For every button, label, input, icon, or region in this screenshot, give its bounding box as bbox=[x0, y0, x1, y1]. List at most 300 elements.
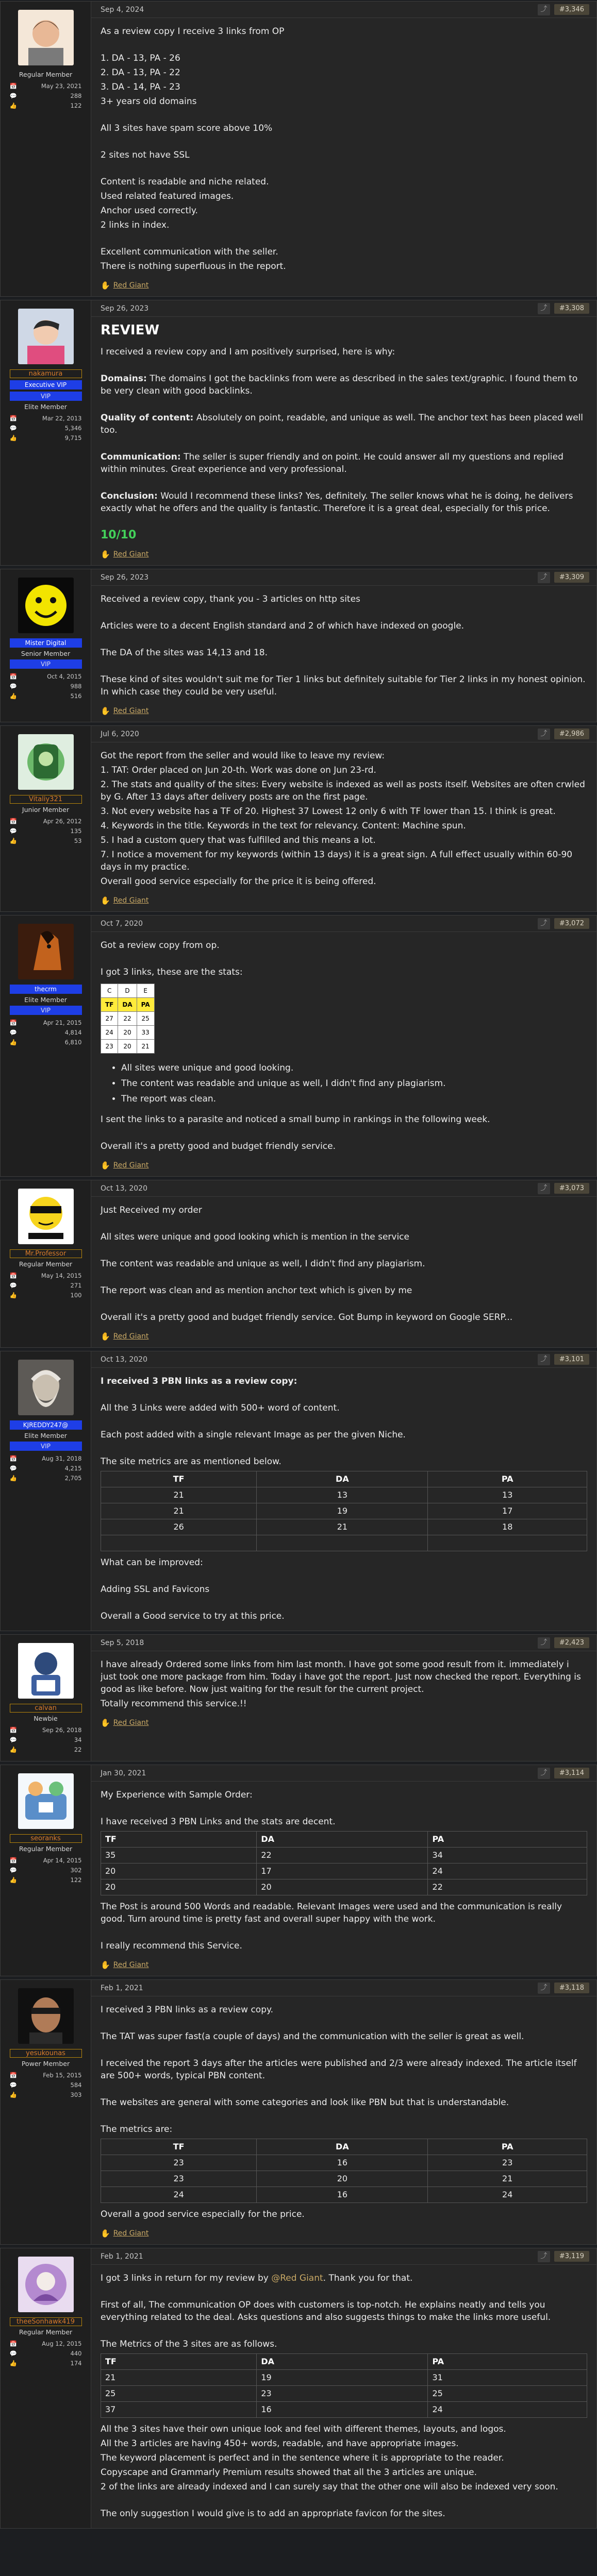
stat-value: 5,346 bbox=[64, 425, 82, 432]
paragraph: Got a review copy from op. bbox=[101, 940, 220, 951]
paragraph: I really recommend this Service. bbox=[101, 1941, 242, 1951]
reaction-user-link[interactable]: Red Giant bbox=[113, 1161, 149, 1170]
post-header bbox=[91, 1765, 596, 1782]
table-cell: 20 bbox=[101, 1879, 257, 1895]
user-banner: KJREDDY247@ bbox=[10, 1420, 82, 1430]
table-cell: 20 bbox=[118, 1040, 137, 1054]
user-title: Regular Member bbox=[19, 1845, 73, 1853]
paragraph bbox=[101, 490, 587, 515]
post-body bbox=[91, 726, 596, 911]
paragraph: I got 3 links, these are the stats: bbox=[101, 967, 243, 977]
stat-row bbox=[10, 1038, 82, 1047]
paragraph bbox=[101, 372, 587, 397]
paragraph: Overall it's a pretty good and budget friendly service. Got Bump in keyword on Google SERP... bbox=[101, 1312, 513, 1323]
stat-row bbox=[10, 1473, 82, 1483]
post-content bbox=[101, 25, 587, 273]
table-cell: 33 bbox=[137, 1026, 154, 1040]
paragraph: I received 3 PBN links as a review copy. bbox=[101, 2005, 274, 2015]
table-header-row bbox=[101, 1471, 587, 1487]
table-row bbox=[101, 1012, 155, 1026]
username[interactable]: seoranks bbox=[10, 1834, 82, 1843]
table-header: C bbox=[101, 984, 118, 998]
paragraph: Copyscape and Grammarly Premium results showed that all the 3 articles are unique. bbox=[101, 2467, 477, 2478]
post bbox=[0, 1634, 597, 1761]
post-number[interactable]: #3,119 bbox=[554, 2251, 589, 2262]
post-date[interactable]: Oct 7, 2020 bbox=[101, 919, 143, 928]
post-number[interactable]: #2,423 bbox=[554, 1637, 589, 1648]
post-header-actions bbox=[538, 303, 589, 314]
spacer bbox=[101, 2045, 587, 2057]
reaction-bar bbox=[101, 706, 587, 716]
user-title: Elite Member bbox=[24, 1432, 67, 1439]
vip-banner: VIP bbox=[10, 1006, 82, 1015]
spacer bbox=[101, 634, 587, 647]
stat-value: Apr 21, 2015 bbox=[43, 1019, 82, 1026]
stat-value: 53 bbox=[74, 837, 82, 844]
table-cell: 24 bbox=[101, 1026, 118, 1040]
stat-row bbox=[10, 414, 82, 423]
table-cell: 20 bbox=[101, 1863, 257, 1879]
post-number[interactable]: #3,308 bbox=[554, 303, 589, 314]
post-content bbox=[101, 2004, 587, 2221]
share-icon[interactable]: ⤴ bbox=[538, 2251, 550, 2262]
paragraph: 5. I had a custom query that was fulfilled and this means a lot. bbox=[101, 835, 376, 845]
table-cell bbox=[428, 1535, 587, 1551]
calendar-icon: 📅 bbox=[9, 2340, 17, 2347]
post-number[interactable]: #3,114 bbox=[554, 1768, 589, 1778]
stat-row bbox=[10, 836, 82, 846]
post-header bbox=[91, 300, 596, 317]
avatar-image bbox=[18, 1773, 74, 1829]
post-number[interactable]: #3,309 bbox=[554, 572, 589, 583]
stat-row bbox=[10, 101, 82, 111]
post bbox=[0, 1351, 597, 1631]
post-content bbox=[101, 1375, 587, 1622]
post-content bbox=[101, 750, 587, 888]
avatar[interactable] bbox=[18, 1643, 74, 1703]
avatar[interactable] bbox=[18, 10, 74, 70]
paragraph-text: . Thank you for that. bbox=[323, 2273, 413, 2283]
avatar-image bbox=[18, 2257, 74, 2312]
stat-row bbox=[10, 1856, 82, 1866]
table-header-row bbox=[101, 1832, 587, 1848]
user-title: Junior Member bbox=[22, 806, 70, 814]
table-cell bbox=[257, 1535, 428, 1551]
paragraph: Anchor used correctly. bbox=[101, 206, 198, 216]
spacer bbox=[101, 954, 587, 966]
stat-value: 9,715 bbox=[64, 434, 82, 442]
stat-value: 271 bbox=[70, 1282, 82, 1289]
share-icon[interactable]: ⤴ bbox=[538, 303, 550, 314]
user-stats bbox=[10, 1856, 82, 1885]
paragraph: All the 3 articles are having 450+ words, readable, and have appropriate images. bbox=[101, 2438, 459, 2449]
table-row bbox=[101, 2155, 587, 2171]
paragraph: 2 links in index. bbox=[101, 220, 170, 230]
user-stats bbox=[10, 1454, 82, 1483]
reaction-user-link[interactable]: Red Giant bbox=[113, 1961, 149, 1969]
username[interactable]: Vitaliy321 bbox=[10, 795, 82, 804]
raised-hand-icon: ✋ bbox=[101, 1332, 110, 1341]
user-title: Newbie bbox=[34, 1715, 58, 1722]
raised-hand-icon: ✋ bbox=[101, 281, 110, 290]
spacer bbox=[101, 517, 587, 529]
calendar-icon: 📅 bbox=[9, 415, 17, 422]
post-body bbox=[91, 569, 596, 722]
stat-value: 22 bbox=[74, 1746, 82, 1753]
post-header bbox=[91, 916, 596, 932]
paragraph-text: I got 3 links in return for my review by bbox=[101, 2273, 272, 2283]
table-cell: 22 bbox=[257, 1848, 428, 1863]
paragraph: Received a review copy, thank you - 3 articles on http sites bbox=[101, 594, 360, 604]
avatar-image bbox=[18, 924, 74, 979]
table-row bbox=[101, 2171, 587, 2187]
table-header: PA bbox=[428, 1471, 587, 1487]
stat-value: 303 bbox=[70, 2091, 82, 2098]
table-cell: 26 bbox=[101, 1519, 257, 1535]
user-stats bbox=[10, 1271, 82, 1300]
calendar-icon: 📅 bbox=[9, 82, 17, 90]
paragraph: 3. DA - 14, PA - 23 bbox=[101, 82, 180, 92]
user-info bbox=[1, 300, 91, 565]
share-icon[interactable]: ⤴ bbox=[538, 1768, 550, 1779]
share-icon[interactable]: ⤴ bbox=[538, 728, 550, 740]
post-date[interactable]: Oct 13, 2020 bbox=[101, 1355, 147, 1364]
table-row bbox=[101, 1040, 155, 1054]
calendar-icon: 📅 bbox=[9, 1019, 17, 1026]
paragraph: 3+ years old domains bbox=[101, 96, 197, 107]
avatar-image bbox=[18, 10, 74, 65]
table-header: D bbox=[118, 984, 137, 998]
post-body bbox=[91, 2248, 596, 2528]
post-header-actions bbox=[538, 4, 589, 15]
username[interactable]: yesukounas bbox=[10, 2049, 82, 2058]
table-cell: 25 bbox=[428, 2386, 587, 2402]
share-icon[interactable]: ⤴ bbox=[538, 1982, 550, 1994]
user-stats bbox=[10, 2071, 82, 2100]
spacer bbox=[101, 1299, 587, 1311]
review-heading: REVIEW bbox=[101, 323, 160, 338]
post bbox=[0, 569, 597, 722]
user-title: Regular Member bbox=[19, 1260, 73, 1268]
paragraph: Got the report from the seller and would like to leave my review: bbox=[101, 751, 385, 761]
table-cell: 24 bbox=[101, 2187, 257, 2203]
paragraph: 2 of the links are already indexed and I can surely say that the other one will also be indexed very soon. bbox=[101, 2482, 558, 2492]
paragraph: Overall a Good service to try at this price. bbox=[101, 1611, 285, 1621]
paragraph: The only suggestion I would give is to add an appropriate favicon for the sites. bbox=[101, 2509, 445, 2519]
reaction-user-link[interactable]: Red Giant bbox=[113, 707, 149, 715]
user-info bbox=[1, 2248, 91, 2528]
spacer bbox=[101, 607, 587, 620]
spacer bbox=[101, 1272, 587, 1284]
stat-value: 584 bbox=[70, 2081, 82, 2089]
spacer bbox=[101, 233, 587, 246]
reaction-bar bbox=[101, 2229, 587, 2238]
stat-value: Aug 12, 2015 bbox=[42, 2340, 82, 2347]
spacer bbox=[101, 40, 587, 52]
user-mention[interactable]: @Red Giant bbox=[271, 2273, 323, 2283]
post-date[interactable]: Feb 1, 2021 bbox=[101, 1984, 143, 1992]
table-cell: 23 bbox=[101, 2171, 257, 2187]
avatar[interactable] bbox=[18, 578, 74, 637]
post-content bbox=[101, 2272, 587, 2520]
post-body bbox=[91, 1351, 596, 1631]
share-icon[interactable]: ⤴ bbox=[538, 918, 550, 929]
paragraph: I have already Ordered some links from him last month. I have got some good result from it. immediately i just took one more package from him. Today i have got the report. Just now checked the report. Everything is good as like before. Now just waiting for the result for the current project. bbox=[101, 1659, 581, 1694]
user-stats bbox=[10, 817, 82, 846]
stat-value: Apr 26, 2012 bbox=[43, 818, 82, 825]
stat-row bbox=[10, 2071, 82, 2080]
avatar[interactable] bbox=[18, 2257, 74, 2316]
spacer bbox=[101, 163, 587, 176]
post-header bbox=[91, 1980, 596, 1996]
username[interactable]: theeSonhawk419 bbox=[10, 2317, 82, 2326]
post bbox=[0, 1979, 597, 2245]
thumbs-up-icon: 👍 bbox=[9, 1292, 17, 1299]
post-header-actions bbox=[538, 2251, 589, 2262]
table-row bbox=[101, 1519, 587, 1535]
avatar[interactable] bbox=[18, 1773, 74, 1833]
list-item: • The content was readable and unique as well, I didn't find any plagiarism. bbox=[121, 1077, 587, 1090]
paragraph-label: Communication: bbox=[101, 452, 181, 462]
post-number[interactable]: #3,118 bbox=[554, 1982, 589, 1993]
reaction-user-link[interactable]: Red Giant bbox=[113, 1332, 149, 1341]
speech-bubble-icon: 💬 bbox=[9, 92, 17, 99]
stat-value: 34 bbox=[74, 1736, 82, 1743]
table-cell: 23 bbox=[428, 2155, 587, 2171]
paragraph bbox=[101, 451, 587, 476]
paragraph: 2 sites not have SSL bbox=[101, 150, 190, 160]
stat-row bbox=[10, 817, 82, 826]
thumbs-up-icon: 👍 bbox=[9, 2360, 17, 2367]
speech-bubble-icon: 💬 bbox=[9, 2350, 17, 2357]
post-header-actions bbox=[538, 918, 589, 929]
paragraph bbox=[101, 2272, 587, 2284]
table-cell: 20 bbox=[257, 1879, 428, 1895]
rating-score: 10/10 bbox=[101, 529, 137, 541]
post-date[interactable]: Sep 5, 2018 bbox=[101, 1638, 144, 1647]
post-header-actions bbox=[538, 1637, 589, 1649]
post-body bbox=[91, 1635, 596, 1761]
share-icon[interactable]: ⤴ bbox=[538, 1183, 550, 1194]
table-cell: 31 bbox=[428, 2370, 587, 2386]
paragraph: These kind of sites wouldn't suit me for Tier 1 links but definitely suitable for Tier 2 links in my honest opinion. In which case they could be very useful. bbox=[101, 674, 586, 697]
paragraph: 1. DA - 13, PA - 26 bbox=[101, 53, 180, 63]
table-cell: 37 bbox=[101, 2402, 257, 2418]
post-body bbox=[91, 1765, 596, 1976]
post-content bbox=[101, 939, 587, 1153]
post-number[interactable]: #2,986 bbox=[554, 728, 589, 739]
table-cell: 21 bbox=[137, 1040, 154, 1054]
post bbox=[0, 725, 597, 912]
post-date[interactable]: Sep 26, 2023 bbox=[101, 304, 149, 313]
speech-bubble-icon: 💬 bbox=[9, 1029, 17, 1036]
post-date[interactable]: Jan 30, 2021 bbox=[101, 1769, 146, 1777]
share-icon[interactable]: ⤴ bbox=[538, 572, 550, 583]
avatar[interactable] bbox=[18, 924, 74, 984]
post-header bbox=[91, 1180, 596, 1197]
paragraph: Content is readable and niche related. bbox=[101, 177, 269, 187]
paragraph: 2. DA - 13, PA - 22 bbox=[101, 67, 180, 78]
avatar[interactable] bbox=[18, 734, 74, 794]
user-stats bbox=[10, 414, 82, 443]
stat-value: Mar 22, 2013 bbox=[42, 415, 82, 422]
post-date[interactable]: Sep 4, 2024 bbox=[101, 5, 144, 14]
post-date[interactable]: Feb 1, 2021 bbox=[101, 2252, 143, 2261]
user-title: Regular Member bbox=[19, 71, 73, 78]
paragraph: 1. TAT: Order placed on Jun 20-th. Work was done on Jun 23-rd. bbox=[101, 765, 376, 775]
post-date[interactable]: Oct 13, 2020 bbox=[101, 1184, 147, 1193]
user-info bbox=[1, 1980, 91, 2244]
post-body bbox=[91, 300, 596, 565]
stat-row bbox=[10, 826, 82, 836]
thumbs-up-icon: 👍 bbox=[9, 1746, 17, 1753]
reaction-user-link[interactable]: Red Giant bbox=[113, 550, 149, 558]
table-cell: 21 bbox=[101, 1487, 257, 1503]
stat-row bbox=[10, 682, 82, 691]
avatar-image bbox=[18, 309, 74, 364]
post-header bbox=[91, 2248, 596, 2265]
stat-row bbox=[10, 1271, 82, 1281]
spacer bbox=[101, 478, 587, 490]
user-info bbox=[1, 1351, 91, 1631]
calendar-icon: 📅 bbox=[9, 1857, 17, 1864]
table-header: PA bbox=[428, 2354, 587, 2370]
spacer bbox=[101, 2326, 587, 2338]
calendar-icon: 📅 bbox=[9, 1272, 17, 1279]
stat-row bbox=[10, 2349, 82, 2359]
reaction-user-link[interactable]: Red Giant bbox=[113, 281, 149, 290]
user-title: Elite Member bbox=[24, 996, 67, 1004]
avatar[interactable] bbox=[18, 1360, 74, 1419]
paragraph: I received the report 3 days after the articles were published and 2/3 were already indexed. The article itself are 500+ words, typical PBN content. bbox=[101, 2058, 577, 2081]
stat-row bbox=[10, 91, 82, 101]
reaction-user-link[interactable]: Red Giant bbox=[113, 896, 149, 905]
post-header bbox=[91, 1635, 596, 1651]
user-info bbox=[1, 1765, 91, 1976]
table-row bbox=[101, 1535, 587, 1551]
stat-row bbox=[10, 2090, 82, 2100]
post-number[interactable]: #3,073 bbox=[554, 1183, 589, 1194]
user-title: Senior Member bbox=[21, 650, 71, 657]
stat-row bbox=[10, 1291, 82, 1300]
username[interactable]: nakamura bbox=[10, 369, 82, 378]
table-cell: 24 bbox=[428, 2187, 587, 2203]
stat-row bbox=[10, 1454, 82, 1464]
stat-row bbox=[10, 1028, 82, 1038]
thumbs-up-icon: 👍 bbox=[9, 1039, 17, 1046]
thumbs-up-icon: 👍 bbox=[9, 837, 17, 844]
post bbox=[0, 1, 597, 297]
spacer bbox=[101, 1598, 587, 1610]
stat-row bbox=[10, 1735, 82, 1745]
paragraph-text: Would I recommend these links? Yes, definitely. The seller knows what he is doing, he delivers exactly what he offers and the quality is fantastic. Therefore it is a great deal, especially for this price. bbox=[101, 491, 573, 514]
paragraph: Overall good service especially for the price it is being offered. bbox=[101, 876, 376, 887]
user-info bbox=[1, 1180, 91, 1347]
stat-value: Aug 31, 2018 bbox=[42, 1455, 82, 1462]
share-icon[interactable]: ⤴ bbox=[538, 4, 550, 15]
table-cell: 19 bbox=[257, 1503, 428, 1519]
paragraph-text: The seller is super friendly and on point. He could answer all my questions and replied within minutes. Great experience and very professional. bbox=[101, 452, 563, 474]
table-cell: 16 bbox=[257, 2402, 428, 2418]
raised-hand-icon: ✋ bbox=[101, 550, 110, 559]
table-cell: 13 bbox=[257, 1487, 428, 1503]
avatar-image bbox=[18, 1643, 74, 1699]
reaction-bar bbox=[101, 281, 587, 290]
spacer bbox=[101, 2111, 587, 2123]
stat-row bbox=[10, 81, 82, 91]
table-cell: 21 bbox=[101, 1503, 257, 1519]
post-number[interactable]: #3,072 bbox=[554, 918, 589, 929]
avatar[interactable] bbox=[18, 309, 74, 368]
paragraph: All the 3 sites have their own unique look and feel with different themes, layouts, and logos. bbox=[101, 2424, 506, 2434]
table-cell: 18 bbox=[428, 1519, 587, 1535]
table-header: TF bbox=[101, 2139, 257, 2155]
spacer bbox=[101, 2286, 587, 2299]
reaction-user-link[interactable]: Red Giant bbox=[113, 2229, 149, 2238]
stat-row bbox=[10, 2339, 82, 2349]
stat-value: 988 bbox=[70, 683, 82, 690]
table-cell: 35 bbox=[101, 1848, 257, 1863]
username[interactable]: Mr.Professor bbox=[10, 1249, 82, 1258]
stat-value: Apr 14, 2015 bbox=[43, 1857, 82, 1864]
stat-row bbox=[10, 1281, 82, 1291]
bold-paragraph: I received 3 PBN links as a review copy: bbox=[101, 1376, 297, 1386]
table-header: TF bbox=[101, 1832, 257, 1848]
table-cell: 23 bbox=[101, 1040, 118, 1054]
table-header-row bbox=[101, 2139, 587, 2155]
avatar[interactable] bbox=[18, 1988, 74, 2048]
post-date[interactable]: Jul 6, 2020 bbox=[101, 730, 139, 738]
reaction-bar bbox=[101, 1718, 587, 1727]
table-cell: 21 bbox=[101, 2370, 257, 2386]
spacer bbox=[101, 2018, 587, 2030]
stat-value: Feb 15, 2015 bbox=[43, 2072, 82, 2079]
post bbox=[0, 300, 597, 566]
post-date[interactable]: Sep 26, 2023 bbox=[101, 573, 149, 582]
avatar[interactable] bbox=[18, 1189, 74, 1248]
paragraph bbox=[101, 412, 587, 436]
share-icon[interactable]: ⤴ bbox=[538, 1354, 550, 1365]
username[interactable]: calvan bbox=[10, 1704, 82, 1713]
raised-hand-icon: ✋ bbox=[101, 706, 110, 716]
user-title: Power Member bbox=[21, 2060, 70, 2067]
paragraph: 3. Not every website has a TF of 20. Highest 37 Lowest 12 only 6 with TF lower than 15. I think is great. bbox=[101, 806, 556, 817]
post-header-actions bbox=[538, 1183, 589, 1194]
table-header: PA bbox=[428, 2139, 587, 2155]
user-title: Regular Member bbox=[19, 2328, 73, 2336]
user-stats bbox=[10, 81, 82, 111]
table-cell: 17 bbox=[257, 1863, 428, 1879]
stat-value: May 14, 2015 bbox=[41, 1272, 82, 1279]
reaction-user-link[interactable]: Red Giant bbox=[113, 1719, 149, 1727]
paragraph: I received a review copy and I am positively surprised, here is why: bbox=[101, 347, 395, 357]
spacer bbox=[101, 1245, 587, 1258]
paragraph: The Post is around 500 Words and readable. Relevant Images were used and the communication is really good. Turn around time is pretty fast and overall super happy with the work. bbox=[101, 1902, 562, 1924]
speech-bubble-icon: 💬 bbox=[9, 1736, 17, 1743]
stat-row bbox=[10, 433, 82, 443]
table-cell: 25 bbox=[101, 2386, 257, 2402]
paragraph: Each post added with a single relevant Image as per the given Niche. bbox=[101, 1430, 406, 1440]
spacer bbox=[101, 1389, 587, 1402]
stat-value: 174 bbox=[70, 2360, 82, 2367]
table-cell: 22 bbox=[428, 1879, 587, 1895]
vip-banner: VIP bbox=[10, 1442, 82, 1451]
share-icon[interactable]: ⤴ bbox=[538, 1637, 550, 1649]
paragraph-label: Domains: bbox=[101, 374, 147, 384]
metrics-table bbox=[101, 2353, 587, 2418]
post-number[interactable]: #3,346 bbox=[554, 4, 589, 15]
post-number[interactable]: #3,101 bbox=[554, 1354, 589, 1365]
